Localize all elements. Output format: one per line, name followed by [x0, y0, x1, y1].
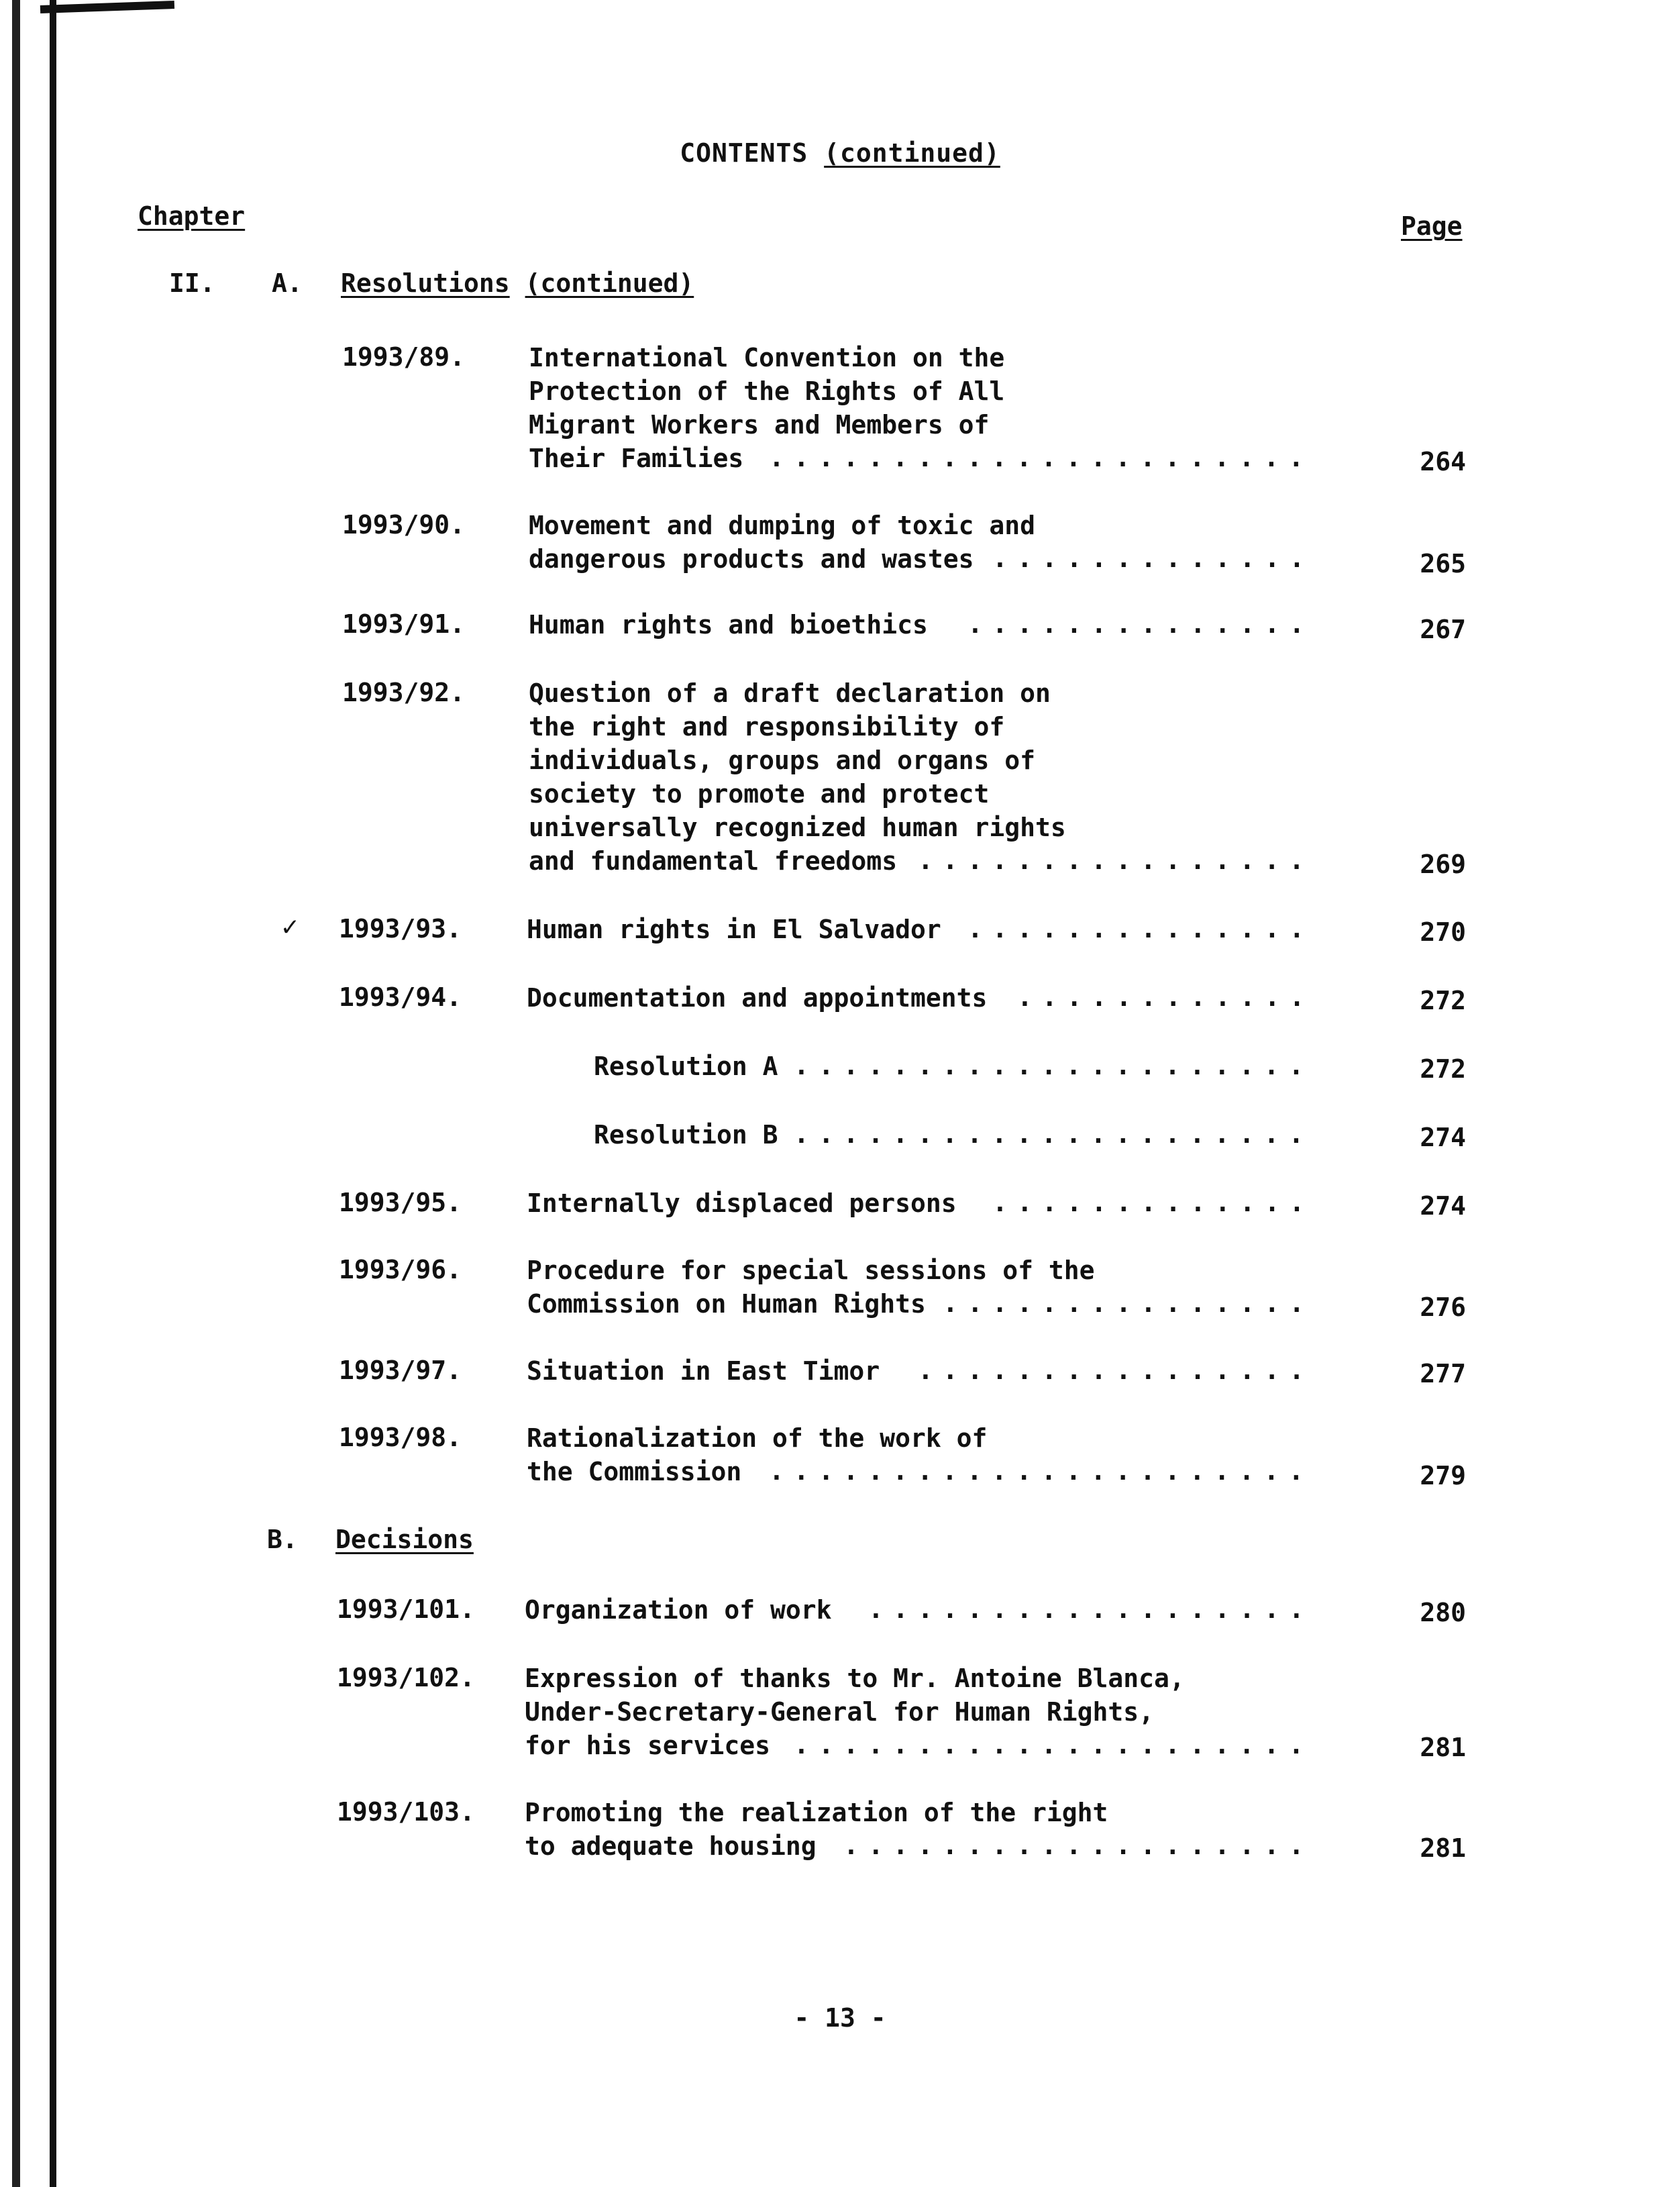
- page-binding-edge: [0, 0, 56, 2187]
- entry-page-number: 277: [1420, 1359, 1466, 1388]
- entry-title-line: to adequate housing: [525, 1831, 817, 1861]
- entry-title: [529, 608, 928, 642]
- section-a-roman: II.: [169, 268, 215, 298]
- section-a-title: Resolutions: [341, 268, 510, 298]
- chapter-column-header: Chapter: [138, 201, 246, 231]
- entry-page-number: 274: [1420, 1191, 1466, 1221]
- entry-title-line: Movement and dumping of toxic and: [529, 511, 1035, 540]
- page-column-header: Page: [1401, 211, 1463, 241]
- entry-title-line: International Convention on the: [529, 343, 1005, 372]
- dot-leader: ......................: [769, 1456, 1314, 1486]
- section-a-heading: [341, 267, 694, 299]
- dot-leader: ................: [918, 846, 1314, 875]
- section-b-letter: B.: [267, 1525, 298, 1554]
- entry-page-number: 274: [1420, 1123, 1466, 1152]
- entry-title-line: Protection of the Rights of All: [529, 376, 1005, 406]
- entry-title-line: Internally displaced persons: [527, 1188, 957, 1218]
- dot-leader: ......................: [769, 443, 1314, 472]
- dot-leader: .....................: [794, 1730, 1314, 1760]
- dot-leader: ...............: [943, 1288, 1314, 1318]
- entry-number: 1993/93.: [339, 914, 462, 944]
- section-a-letter: A.: [272, 268, 303, 298]
- entry-number: 1993/103.: [337, 1797, 475, 1827]
- entry-title-line: the right and responsibility of: [529, 712, 1005, 742]
- entry-number: 1993/90.: [342, 510, 466, 540]
- contents-title: CONTENTS: [680, 138, 808, 168]
- entry-number: 1993/89.: [342, 342, 466, 372]
- entry-title-line: Procedure for special sessions of the: [527, 1256, 1095, 1285]
- binding-corner: [40, 1, 174, 13]
- checkmark-icon: ✓: [282, 911, 299, 942]
- entry-title-line: Expression of thanks to Mr. Antoine Blanca,: [525, 1664, 1185, 1693]
- contents-continued: (continued): [824, 138, 1000, 168]
- entry-page-number: 269: [1420, 850, 1466, 879]
- entry-page-number: 265: [1420, 549, 1466, 578]
- entry-title-line: and fundamental freedoms: [529, 846, 898, 876]
- dot-leader: .....................: [794, 1119, 1314, 1149]
- entry-title-line: society to promote and protect: [529, 779, 990, 809]
- entry-title-line: Human rights and bioethics: [529, 610, 928, 640]
- entry-number: 1993/98.: [339, 1423, 462, 1452]
- entry-title-line: individuals, groups and organs of: [529, 746, 1035, 775]
- entry-title-line: Organization of work: [525, 1595, 832, 1625]
- entry-title: [594, 1050, 778, 1083]
- entry-title: [529, 509, 1035, 576]
- entry-title: [527, 1186, 957, 1220]
- entry-title-line: universally recognized human rights: [529, 813, 1066, 842]
- entry-title: [594, 1118, 778, 1152]
- entry-title-line: Their Families: [529, 444, 744, 473]
- entry-title: [527, 913, 941, 946]
- dot-leader: ..............: [967, 609, 1314, 639]
- entry-title-line: Rationalization of the work of: [527, 1423, 988, 1453]
- entry-title-line: Under-Secretary-General for Human Rights,: [525, 1697, 1154, 1727]
- entry-title-line: dangerous products and wastes: [529, 544, 974, 574]
- entry-page-number: 281: [1420, 1733, 1466, 1762]
- entry-number: 1993/91.: [342, 609, 466, 639]
- entry-page-number: 272: [1420, 986, 1466, 1015]
- dot-leader: ..............: [967, 914, 1314, 944]
- entry-title-line: Migrant Workers and Members of: [529, 410, 990, 440]
- entry-title: [527, 981, 987, 1015]
- entry-number: 1993/95.: [339, 1188, 462, 1217]
- entry-number: 1993/97.: [339, 1356, 462, 1385]
- entry-page-number: 270: [1420, 917, 1466, 947]
- entry-page-number: 276: [1420, 1292, 1466, 1322]
- dot-leader: .....................: [794, 1051, 1314, 1080]
- binding-line: [12, 0, 20, 2187]
- section-b-title: Decisions: [335, 1525, 474, 1554]
- dot-leader: .............: [992, 544, 1314, 573]
- entry-number: 1993/94.: [339, 982, 462, 1012]
- entry-title-line: Human rights in El Salvador: [527, 915, 941, 944]
- entry-page-number: 280: [1420, 1598, 1466, 1627]
- entry-number: 1993/92.: [342, 678, 466, 707]
- entry-title-line: the Commission: [527, 1457, 742, 1486]
- entry-title: [527, 1354, 880, 1388]
- dot-leader: ...................: [843, 1831, 1314, 1860]
- dot-leader: ..................: [868, 1594, 1314, 1624]
- entry-page-number: 272: [1420, 1054, 1466, 1084]
- entry-page-number: 281: [1420, 1833, 1466, 1863]
- section-a-continued: (continued): [525, 268, 694, 298]
- page-number-footer: - 13 -: [794, 2003, 886, 2033]
- entry-page-number: 267: [1420, 615, 1466, 644]
- entry-title-line: Resolution A: [594, 1052, 778, 1081]
- entry-number: 1993/96.: [339, 1255, 462, 1284]
- entry-title-line: Commission on Human Rights: [527, 1289, 926, 1319]
- entry-title-line: Documentation and appointments: [527, 983, 988, 1013]
- dot-leader: .............: [992, 1188, 1314, 1217]
- entry-title-line: Situation in East Timor: [527, 1356, 880, 1386]
- entry-title: [525, 1593, 832, 1627]
- entry-title-line: Promoting the realization of the right: [525, 1798, 1108, 1827]
- contents-heading: [0, 138, 1680, 168]
- entry-number: 1993/102.: [337, 1663, 475, 1692]
- entry-title-line: Resolution B: [594, 1120, 778, 1150]
- dot-leader: ............: [1017, 982, 1314, 1012]
- dot-leader: ................: [918, 1356, 1314, 1385]
- entry-page-number: 279: [1420, 1461, 1466, 1490]
- entry-page-number: 264: [1420, 447, 1466, 476]
- entry-title-line: Question of a draft declaration on: [529, 678, 1051, 708]
- entry-title-line: for his services: [525, 1731, 771, 1760]
- entry-number: 1993/101.: [337, 1594, 475, 1624]
